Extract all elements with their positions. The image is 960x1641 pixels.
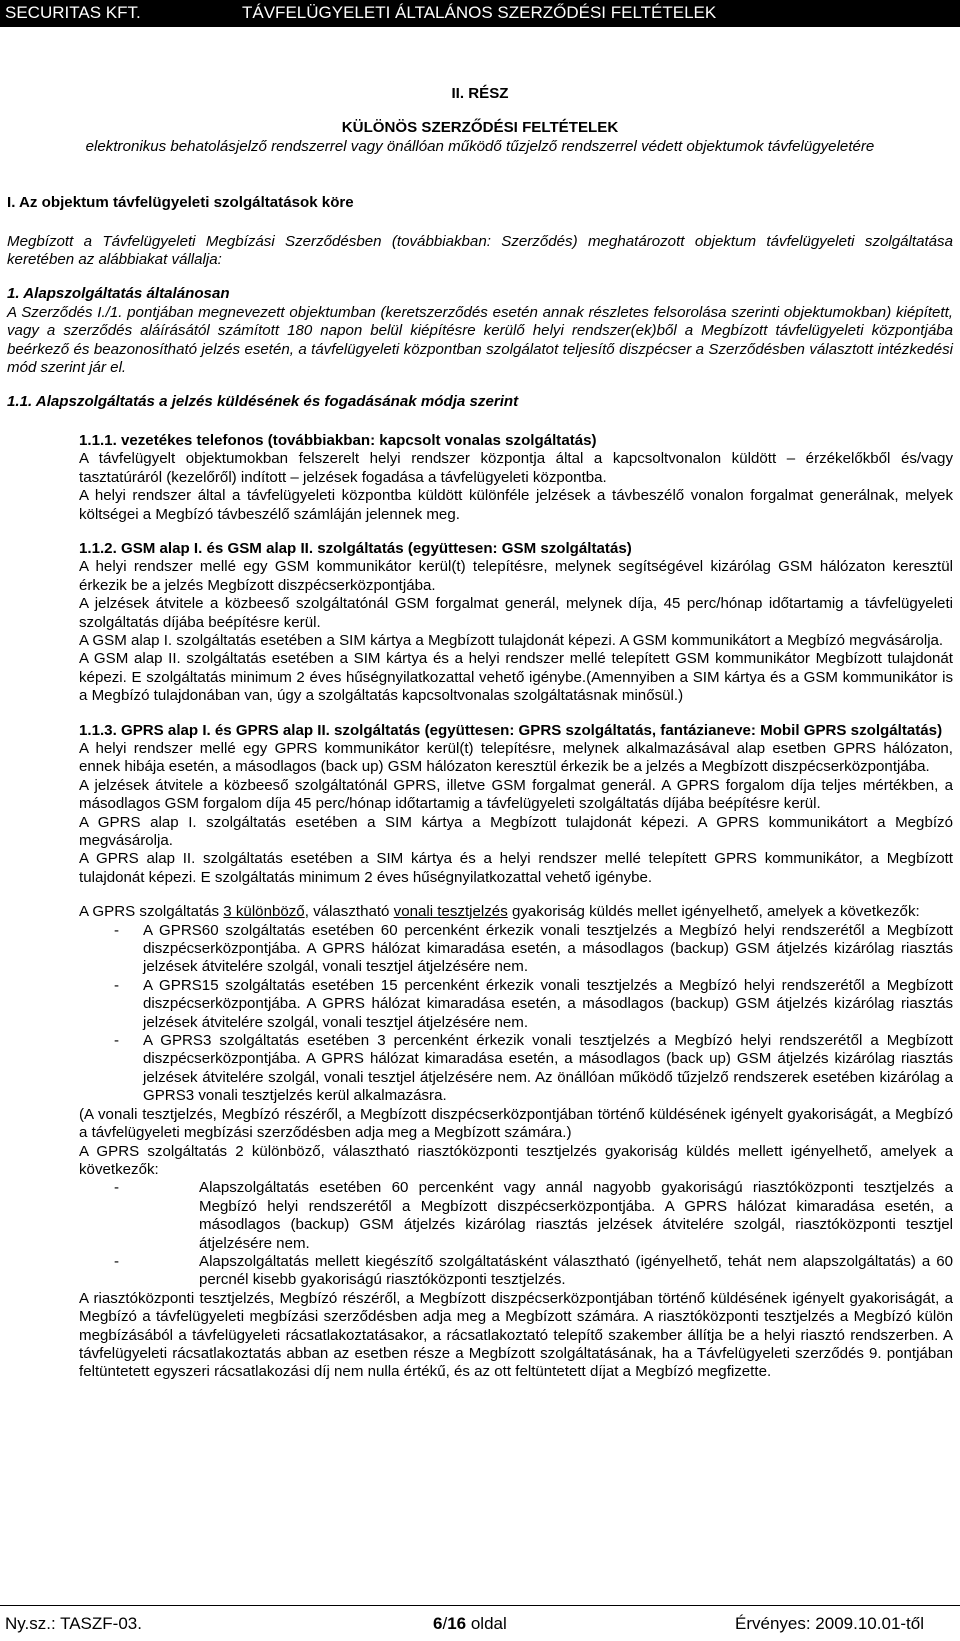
s113-p4: A GPRS alap II. szolgáltatás esetében a SIM kártya és a helyi rendszer mellé telepített GPRS kommunikátor, a Megbízott tulajdonát képezi. E szolgáltatás minimum 2 éves hűségnyilatkozattal vehető igénybe. [79,850,953,886]
s111-p1: A távfelügyelt objektumokban felszerelt helyi rendszer központja által a kapcsoltvonalon küldött – érzékelőkből és/vagy tasztatúráról (kezelőről) indított – jelzések fogadása a távfelügyeleti központba. [79,450,953,486]
section1-intro: Megbízott a Távfelügyeleti Megbízási Szerződésben (továbbiakban: Szerződés) meghatározott objektum távfelügyeleti szolgáltatása keretében az alábbiakat vállalja: [7,232,953,269]
section1-title: I. Az objektum távfelügyeleti szolgáltatások köre [7,194,354,212]
list-item-text: A GPRS60 szolgáltatás esetében 60 percenként érkezik vonali tesztjelzés a Megbízó helyi rendszerétől a Megbízott diszpécserközpontjába. A GPRS hálózat kimaradása esetén, a másodlagos (backup) GSM átjelzés kizárólag riasztás jelzések átvitelére szolgál, vonali tesztjel átjelzésére nem. [143,921,953,976]
list-item-text: Alapszolgáltatás mellett kiegészítő szolgáltatásként választható (igényelhető, tehát nem alapszolgáltatás) a 60 percnél kisebb gyakoriságú riasztóközponti tesztjelzés. [199,1252,953,1289]
s113-p1: A helyi rendszer mellé egy GPRS kommunikátor kerül(t) telepítésre, melynek alkalmazásával alap esetben GPRS hálózaton, ennek hibája esetén, a másodlagos (back up) GSM hálózaton keresztül érkezik be a jelzés a Megbízott diszpécserközpontjába. [79,739,953,776]
s112-p1: A helyi rendszer mellé egy GSM kommunikátor kerül(t) telepítésre, melynek segítségével kizárólag GSM hálózaton keresztül érkezik be a jelzés Megbízott diszpécserközpontjába. [79,558,953,594]
page-header [0,0,960,27]
s113-p3: A GPRS alap I. szolgáltatás esetében a SIM kártya a Megbízott tulajdonát képezi. A GPRS kommunikátort a Megbízó megvásárolja. [79,813,953,849]
footer-rule [0,1605,960,1606]
final-paragraph: A riasztóközponti tesztjelzés, Megbízó részéről, a Megbízott diszpécserközpontjában történő küldésének igényelt gyakoriságát, a Megbízó a távfelügyeleti megbízási szerződésben adja meg a Megbízott számára. A riasztóközponti tesztjelzés a Megbízó külön megbízásából a távfelügyeleti rácsatlakoztatásakor, a rácsatlakoztató telepítő szakember állítja be a helyi riasztó rendszerben. A távfelügyeleti rácsatlakoztatás abban az esetben része a Megbízott szolgáltatásának, ha a Távfelügyeleti szerződés 9. pontjában feltüntetett egyszeri rácsatlakozási díj nem nulla értékű, és az ott feltüntetett díjat a Megbízó megfizette. [79,1289,953,1381]
footer-doc-number: Ny.sz.: TASZF-03. [5,1614,142,1633]
footer-valid-from: Érvényes: 2009.10.01-től [735,1614,925,1633]
page-footer [0,1605,960,1641]
list-item-text: A GPRS3 szolgáltatás esetében 3 percenként érkezik vonali tesztjelzés a Megbízó helyi rendszerétől a Megbízott diszpécserközpontjába. A GPRS hálózat kimaradása esetén, a másodlagos (back up) GSM átjelzés kizárólag riasztás jelzések átvitelére szolgál, vonali tesztjel átjelzésére nem. Az önállóan működő tűzjelző rendszerek esetében kizárólag a GPRS3 vonali tesztjelzés kerül alkalmazásra. [143,1032,953,1105]
s111-title: 1.1.1. vezetékes telefonos (továbbiakban: kapcsolt vonalas szolgáltatás) [79,431,597,449]
s112-p2: A jelzések átvitele a közbeeső szolgáltatónál GSM forgalmat generál, melynek díja, 45 perc/hónap időtartamig a távfelügyeleti szolgáltatás díjába beépítésre kerül. [79,595,953,631]
list-item: - A GPRS15 szolgáltatás esetében 15 percenként érkezik vonali tesztjelzés a Megbízó helyi rendszerétől a Megbízott diszpécserközpontjába. A GPRS hálózat kimaradása esetén, a másodlagos (backup) GSM átjelzés kizárólag riasztás jelzések átvitelére szolgál, vonali tesztjel átjelzésére nem. [114,976,953,1031]
page-current: 6 [433,1614,443,1633]
header-company: SECURITAS KFT. [5,3,141,22]
s11-title: 1.1. Alapszolgáltatás a jelzés küldésének és fogadásának módja szerint [7,393,519,411]
header-title: TÁVFELÜGYELETI ÁLTALÁNOS SZERZŐDÉSI FELTÉTELEK [242,3,717,22]
s1-title: 1. Alapszolgáltatás általánosan [7,285,230,303]
document-body [7,85,953,1382]
gprs3-intro-count: 3 különböző [223,903,305,921]
s112-title: 1.1.2. GSM alap I. és GSM alap II. szolgáltatás (együttesen: GSM szolgáltatás) [79,539,632,557]
final-block [79,1290,953,1382]
special-title: KÜLÖNÖS SZERZŐDÉSI FELTÉTELEK [341,119,619,137]
page-total: 16 [447,1614,467,1633]
list-item: - Alapszolgáltatás mellett kiegészítő szolgáltatásként választható (igényelhető, tehát nem alapszolgáltatás) a 60 percnél kisebb gyakoriságú riasztóközponti tesztjelzés. [114,1252,953,1289]
s112-p3: A GSM alap I. szolgáltatás esetében a SIM kártya a Megbízott tulajdonát képezi. A GSM kommunikátort a Megbízó megvásárolja. [79,631,944,649]
list-item: - A GPRS60 szolgáltatás esetében 60 percenként érkezik vonali tesztjelzés a Megbízó helyi rendszerétől a Megbízott diszpécserközpontjába. A GPRS hálózat kimaradása esetén, a másodlagos (backup) GSM átjelzés kizárólag riasztás jelzések átvitelére szolgál, vonali tesztjel átjelzésére nem. [114,921,953,976]
gprs3-intro-test: vonali tesztjelzés [393,903,508,921]
gprs3-intro-mid: , választható [304,903,394,921]
s112-p4: A GSM alap II. szolgáltatás esetében a SIM kártya és a helyi rendszer mellé telepített GSM kommunikátor Megbízott tulajdonát képezi. E szolgáltatás minimum 2 éves hűségnyilatkozattal vehető igénybe.(Amennyiben a SIM kártya és a GSM kommunikátor is a Megbízó tulajdonában van, úgy a szolgáltatás kapcsoltvonalas szolgáltatásnak minősül.) [79,650,953,705]
part-title: II. RÉSZ [451,85,509,102]
gprs3-list [79,922,953,1106]
gprs2-list [79,1179,953,1289]
gprs3-note: (A vonali tesztjelzés, Megbízó részéről, a Megbízott diszpécserközpontjában történő küldésének igényelt gyakoriságát, a Megbízó a távfelügyeleti megbízási szerződésben adja meg a Megbízott számára.) [79,1105,953,1142]
s1-text: A Szerződés I./1. pontjában megnevezett objektumban (keretszerződés esetén annak részletes felsorolása szerinti objektumokban) kiépített, vagy a szerződés aláírásától számított 180 napon belül kiépítésre kerülő helyi rendszer(ek)ből a Megbízott távfelügyeleti központjába beérkező és beazonosítható jelzés esetén, a távfelügyeleti központban szolgálatot teljesítő diszpécser a Szerződésben választott intézkedési mód szerint jár el. [7,303,953,377]
gprs2-block [79,1106,953,1180]
page-word: oldal [466,1614,507,1633]
gprs3-intro-pre: A GPRS szolgáltatás [79,903,224,921]
list-item-text: A GPRS15 szolgáltatás esetében 15 percenként érkezik vonali tesztjelzés a Megbízó helyi rendszerétől a Megbízott diszpécserközpontjába. A GPRS hálózat kimaradása esetén, a másodlagos (backup) GSM átjelzés kizárólag riasztás jelzések átvitelére szolgál, vonali tesztjel átjelzésére nem. [143,976,953,1031]
list-item: - Alapszolgáltatás esetében 60 percenként vagy annál nagyobb gyakoriságú riasztóközponti tesztjelzés a Megbízó helyi rendszerétől a Megbízott diszpécserközpontjába. A GPRS hálózat kimaradása esetén, a másodlagos (backup) GSM átjelzés kizárólag riasztás jelzések átvitelére szolgál, riasztóközponti tesztjel átjelzésére nem. [114,1179,953,1252]
s113-p2: A jelzések átvitele a közbeeső szolgáltatónál GPRS, illetve GSM forgalmat generál. A GPRS forgalom díja teljes mértékben, a másodlagos GSM forgalom díja 45 perc/hónap időtartamig a távfelügyeleti szolgáltatás díjába beépítésre kerül. [79,776,953,813]
gprs3-intro-post: gyakoriság küldés mellet igényelhető, amelyek a következők: [507,903,920,921]
s111-block [79,432,953,922]
list-item: - A GPRS3 szolgáltatás esetében 3 percenként érkezik vonali tesztjelzés a Megbízó helyi rendszerétől a Megbízott diszpécserközpontjába. A GPRS hálózat kimaradása esetén, a másodlagos (back up) GSM átjelzés kizárólag riasztás jelzések átvitelére szolgál, vonali tesztjel átjelzésére nem. Az önállóan működő tűzjelző rendszerek esetében kizárólag a GPRS3 vonali tesztjelzés kerül alkalmazásra. [114,1032,953,1105]
gprs3-intro [79,903,953,921]
page-separator: / [442,1614,448,1633]
footer-page-number [433,1614,507,1634]
s111-p2: A helyi rendszer által a távfelügyeleti központba küldött különféle jelzések a távbeszélő vonalon forgalmat generálnak, melyek költségei a Megbízó távbeszélő számláján jelennek meg. [79,487,953,523]
gprs2-intro: A GPRS szolgáltatás 2 különböző, választható riasztóközponti tesztjelzés gyakoriság küldés mellett igényelhető, amelyek a következők: [79,1142,953,1178]
list-item-text: Alapszolgáltatás esetében 60 percenként vagy annál nagyobb gyakoriságú riasztóközponti tesztjelzés a Megbízó helyi rendszerétől a Megbízott diszpécserközpontjába. A GPRS hálózat kimaradása esetén, a másodlagos (backup) GSM átjelzés kizárólag riasztás jelzések átvitelére szolgál, riasztóközponti tesztjel átjelzésére nem. [199,1179,953,1252]
subtitle: elektronikus behatolásjelző rendszerrel vagy önállóan működő tűzjelző rendszerrel védett objektumok távfelügyeletére [85,137,875,155]
s113-title: 1.1.3. GPRS alap I. és GPRS alap II. szolgáltatás (együttesen: GPRS szolgáltatás, fantázianeve: Mobil GPRS szolgáltatás) [79,721,943,739]
